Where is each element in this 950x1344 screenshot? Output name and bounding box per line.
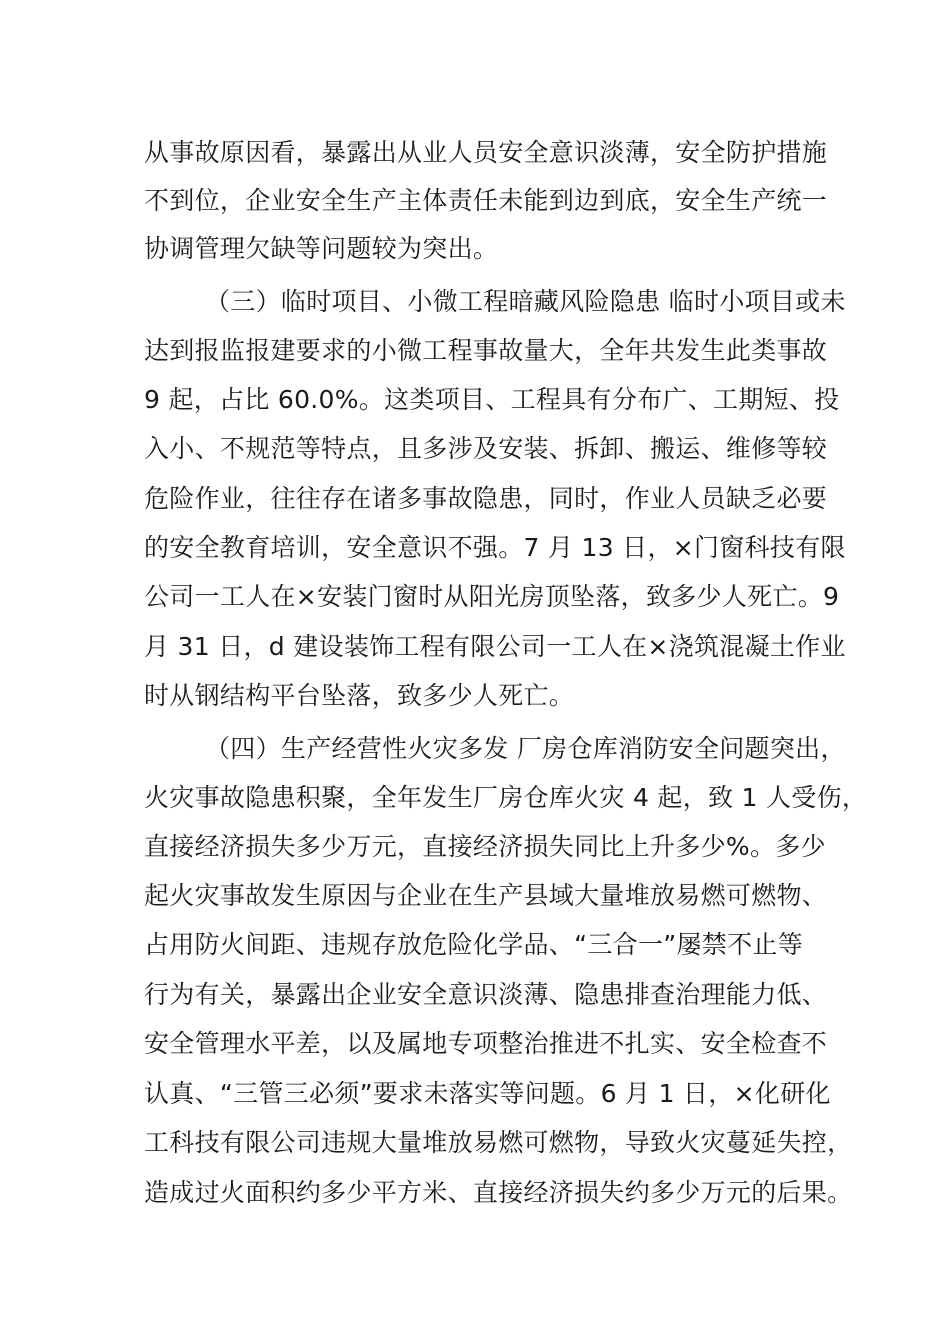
paragraph-line: 月 31 日，d 建设装饰工程有限公司一工人在×浇筑混凝土作业 — [144, 632, 846, 661]
paragraph-line: 行为有关，暴露出企业安全意识淡薄、隐患排查治理能力低、 — [144, 980, 828, 1009]
paragraph-line: 达到报监报建要求的小微工程事故量大，全年共发生此类事故 — [144, 336, 828, 365]
paragraph-line: 公司一工人在×安装门窗时从阳光房顶坠落，致多少人死亡。9 — [144, 582, 840, 611]
paragraph-line: 占用防火间距、违规存放危险化学品、“三合一”屡禁不止等 — [144, 930, 804, 959]
paragraph-line: 安全管理水平差，以及属地专项整治推进不扎实、安全检查不 — [144, 1029, 828, 1058]
paragraph-line: 从事故原因看，暴露出从业人员安全意识淡薄，安全防护措施 — [144, 138, 828, 167]
paragraph-line: 不到位，企业安全生产主体责任未能到边到底，安全生产统一 — [144, 186, 828, 215]
paragraph-line: 造成过火面积约多少平方米、直接经济损失约多少万元的后果。 — [144, 1178, 853, 1207]
paragraph-line: 协调管理欠缺等问题较为突出。 — [144, 234, 499, 263]
paragraph-line: 起火灾事故发生原因与企业在生产县域大量堆放易燃可燃物、 — [144, 881, 828, 910]
paragraph-line: 工科技有限公司违规大量堆放易燃可燃物，导致火灾蔓延失控， — [144, 1128, 853, 1157]
paragraph-line: 入小、不规范等特点，且多涉及安装、拆卸、搬运、维修等较 — [144, 434, 828, 463]
section-heading-line: （三）临时项目、小微工程暗藏风险隐患 临时小项目或未 — [205, 287, 846, 316]
section-heading-line: （四）生产经营性火灾多发 厂房仓库消防安全问题突出， — [205, 734, 846, 763]
paragraph-line: 9 起，占比 60.0%。这类项目、工程具有分布广、工期短、投 — [144, 385, 840, 414]
paragraph-line: 直接经济损失多少万元，直接经济损失同比上升多少%。多少 — [144, 832, 826, 861]
paragraph-line: 认真、“三管三必须”要求未落实等问题。6 月 1 日，×化研化 — [144, 1079, 831, 1108]
paragraph-line: 时从钢结构平台坠落，致多少人死亡。 — [144, 681, 575, 710]
paragraph-line: 的安全教育培训，安全意识不强。7 月 13 日，×门窗科技有限 — [144, 533, 846, 562]
paragraph-line: 火灾事故隐患积聚，全年发生厂房仓库火灾 4 起，致 1 人受伤， — [144, 783, 868, 812]
paragraph-line: 危险作业，往往存在诸多事故隐患，同时，作业人员缺乏必要 — [144, 484, 828, 513]
